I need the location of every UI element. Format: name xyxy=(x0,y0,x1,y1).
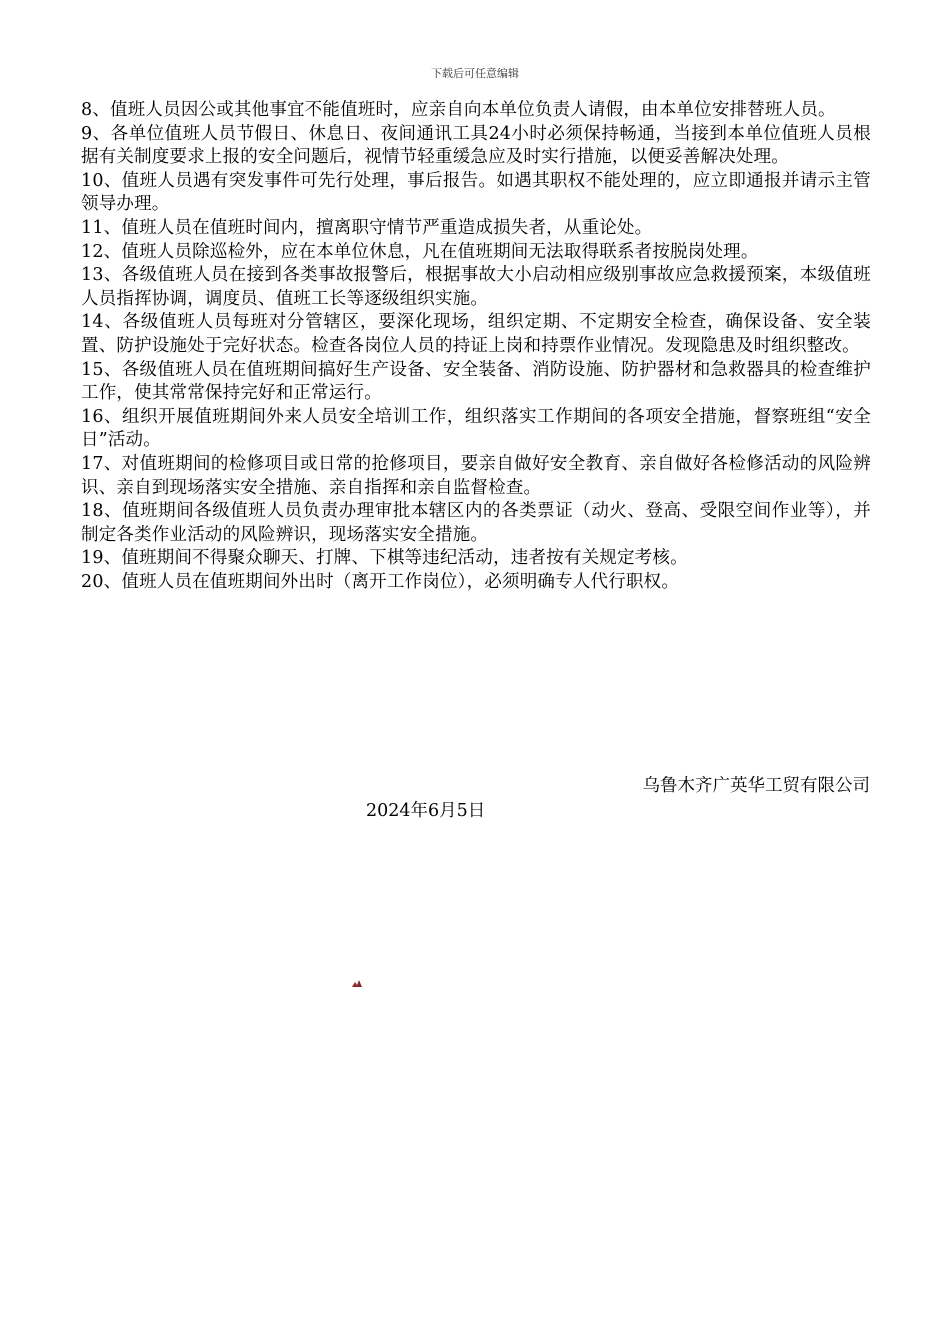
rule-paragraph-9: 9、各单位值班人员节假日、休息日、夜间通讯工具24小时必须保持畅通，当接到本单位值班人员根据有关制度要求上报的安全问题后，视情节轻重缓急应及时实行措施，以便妥善解决处理。 xyxy=(81,123,871,168)
rule-paragraph-18: 18、值班期间各级值班人员负责办理审批本辖区内的各类票证（动火、登高、受限空间作业等），并制定各类作业活动的风险辨识，现场落实安全措施。 xyxy=(81,501,871,545)
rule-paragraph-16: 16、组织开展值班期间外来人员安全培训工作，组织落实工作期间的各项安全措施，督察班组“安全日”活动。 xyxy=(81,406,871,451)
rule-paragraph-14: 14、各级值班人员每班对分管辖区，要深化现场，组织定期、不定期安全检查，确保设备、安全装置、防护设施处于完好状态。检查各岗位人员的持证上岗和持票作业情况。发现隐患及时组织整改。 xyxy=(81,312,871,356)
rule-paragraph-17: 17、对值班期间的检修项目或日常的抢修项目，要亲自做好安全教育、亲自做好各检修活动的风险辨识、亲自到现场落实安全措施、亲自指挥和亲自监督检查。 xyxy=(81,453,871,498)
page-header: 下载后可任意编辑 xyxy=(431,67,519,80)
rule-paragraph-20: 20、值班人员在值班期间外出时（离开工作岗位），必须明确专人代行职权。 xyxy=(81,571,680,592)
rule-paragraph-15: 15、各级值班人员在值班期间搞好生产设备、安全装备、消防设施、防护器材和急救器具的检查维护工作，使其常常保持完好和正常运行。 xyxy=(81,359,871,404)
rule-paragraph-12: 12、值班人员除巡检外，应在本单位休息，凡在值班期间无法取得联系者按脱岗处理。 xyxy=(81,241,759,262)
rules-body xyxy=(81,99,871,594)
rule-paragraph-11: 11、值班人员在值班时间内，擅离职守情节严重造成损失者，从重论处。 xyxy=(81,217,653,238)
rule-paragraph-8: 8、值班人员因公或其他事宜不能值班时，应亲自向本单位负责人请假，由本单位安排替班人员。 xyxy=(81,100,836,120)
rule-paragraph-13: 13、各级值班人员在接到各类事故报警后，根据事故大小启动相应级别事故应急救援预案，本级值班人员指挥协调，调度员、值班工长等逐级组织实施。 xyxy=(81,265,871,309)
signature-date: 2024年6月5日 xyxy=(366,801,486,821)
stamp-fragment-icon xyxy=(352,980,362,987)
rule-paragraph-19: 19、值班期间不得聚众聊天、打牌、下棋等违纪活动，违者按有关规定考核。 xyxy=(81,548,688,569)
rule-paragraph-10: 10、值班人员遇有突发事件可先行处理，事后报告。如遇其职权不能处理的，应立即通报并请示主管领导办理。 xyxy=(81,170,871,215)
company-signature: 乌鲁木齐广英华工贸有限公司 xyxy=(642,776,870,796)
